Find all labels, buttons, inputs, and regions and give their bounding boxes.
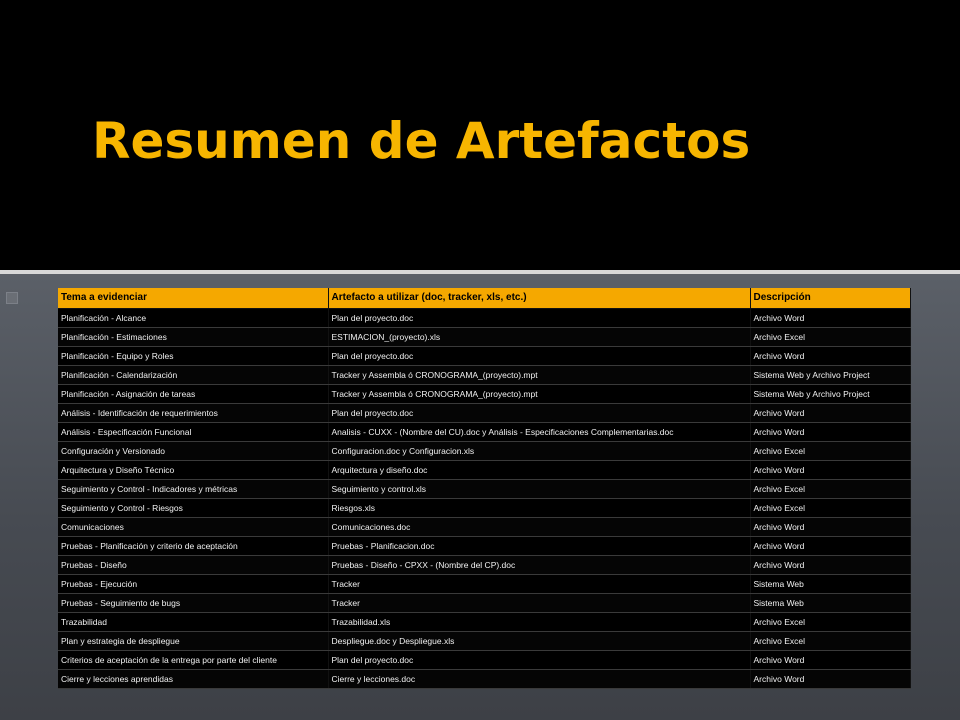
- cell-descripcion: Sistema Web: [750, 574, 910, 593]
- cell-descripcion: Archivo Word: [750, 403, 910, 422]
- cell-tema: Planificación - Asignación de tareas: [58, 384, 328, 403]
- table-row: [58, 593, 910, 612]
- cell-tema: Pruebas - Diseño: [58, 555, 328, 574]
- table-row: [58, 574, 910, 593]
- table-row: [58, 612, 910, 631]
- cell-descripcion: Sistema Web y Archivo Project: [750, 365, 910, 384]
- cell-tema: Planificación - Equipo y Roles: [58, 346, 328, 365]
- table-row: [58, 631, 910, 650]
- table-row: [58, 460, 910, 479]
- cell-artefacto: Cierre y lecciones.doc: [328, 669, 750, 688]
- cell-descripcion: Archivo Excel: [750, 612, 910, 631]
- table-row: [58, 441, 910, 460]
- cell-tema: Trazabilidad: [58, 612, 328, 631]
- title-area: [0, 0, 960, 270]
- table-row: [58, 308, 910, 327]
- table-row: [58, 346, 910, 365]
- table-row: [58, 536, 910, 555]
- cell-descripcion: Archivo Excel: [750, 441, 910, 460]
- cell-descripcion: Archivo Word: [750, 536, 910, 555]
- cell-artefacto: Pruebas - Diseño - CPXX - (Nombre del CP).doc: [328, 555, 750, 574]
- table-row: [58, 479, 910, 498]
- cell-descripcion: Archivo Excel: [750, 631, 910, 650]
- header-descripcion: Descripción: [750, 288, 910, 308]
- cell-descripcion: Archivo Word: [750, 346, 910, 365]
- table-row: [58, 422, 910, 441]
- cell-tema: Planificación - Alcance: [58, 308, 328, 327]
- cell-tema: Configuración y Versionado: [58, 441, 328, 460]
- slide-title: Resumen de Artefactos: [92, 112, 751, 170]
- cell-tema: Arquitectura y Diseño Técnico: [58, 460, 328, 479]
- table-row: [58, 517, 910, 536]
- cell-descripcion: Archivo Word: [750, 650, 910, 669]
- cell-descripcion: Archivo Excel: [750, 327, 910, 346]
- cell-artefacto: Configuracion.doc y Configuracion.xls: [328, 441, 750, 460]
- cell-artefacto: ESTIMACION_(proyecto).xls: [328, 327, 750, 346]
- table-row: [58, 555, 910, 574]
- table-row: [58, 498, 910, 517]
- cell-artefacto: Arquitectura y diseño.doc: [328, 460, 750, 479]
- table-row: [58, 403, 910, 422]
- header-tema: Tema a evidenciar: [58, 288, 328, 308]
- cell-tema: Pruebas - Seguimiento de bugs: [58, 593, 328, 612]
- cell-artefacto: Tracker: [328, 574, 750, 593]
- cell-descripcion: Sistema Web: [750, 593, 910, 612]
- cell-artefacto: Analisis - CUXX - (Nombre del CU).doc y Análisis - Especificaciones Complementarias.doc: [328, 422, 750, 441]
- cell-tema: Seguimiento y Control - Indicadores y métricas: [58, 479, 328, 498]
- cell-tema: Pruebas - Planificación y criterio de aceptación: [58, 536, 328, 555]
- table-row: [58, 365, 910, 384]
- cell-tema: Comunicaciones: [58, 517, 328, 536]
- cell-artefacto: Despliegue.doc y Despliegue.xls: [328, 631, 750, 650]
- cell-descripcion: Archivo Word: [750, 555, 910, 574]
- table-row: [58, 669, 910, 688]
- cell-tema: Plan y estrategia de despliegue: [58, 631, 328, 650]
- cell-descripcion: Archivo Excel: [750, 498, 910, 517]
- cell-artefacto: Plan del proyecto.doc: [328, 650, 750, 669]
- cell-descripcion: Archivo Word: [750, 422, 910, 441]
- cell-tema: Planificación - Calendarización: [58, 365, 328, 384]
- cell-descripcion: Archivo Word: [750, 308, 910, 327]
- artifacts-table: [58, 288, 911, 689]
- cell-descripcion: Archivo Word: [750, 517, 910, 536]
- cell-tema: Planificación - Estimaciones: [58, 327, 328, 346]
- cell-descripcion: Archivo Word: [750, 460, 910, 479]
- cell-tema: Análisis - Especificación Funcional: [58, 422, 328, 441]
- bullet-square-icon: [6, 292, 18, 304]
- cell-artefacto: Comunicaciones.doc: [328, 517, 750, 536]
- table-row: [58, 327, 910, 346]
- cell-descripcion: Sistema Web y Archivo Project: [750, 384, 910, 403]
- cell-artefacto: Plan del proyecto.doc: [328, 403, 750, 422]
- table-row: [58, 384, 910, 403]
- cell-artefacto: Tracker y Assembla ó CRONOGRAMA_(proyecto).mpt: [328, 365, 750, 384]
- table-header-row: [58, 288, 910, 308]
- cell-artefacto: Seguimiento y control.xls: [328, 479, 750, 498]
- cell-tema: Pruebas - Ejecución: [58, 574, 328, 593]
- cell-artefacto: Trazabilidad.xls: [328, 612, 750, 631]
- cell-tema: Análisis - Identificación de requerimientos: [58, 403, 328, 422]
- cell-tema: Cierre y lecciones aprendidas: [58, 669, 328, 688]
- cell-artefacto: Riesgos.xls: [328, 498, 750, 517]
- cell-artefacto: Plan del proyecto.doc: [328, 346, 750, 365]
- cell-artefacto: Tracker y Assembla ó CRONOGRAMA_(proyecto).mpt: [328, 384, 750, 403]
- header-artefacto: Artefacto a utilizar (doc, tracker, xls, etc.): [328, 288, 750, 308]
- cell-tema: Seguimiento y Control - Riesgos: [58, 498, 328, 517]
- cell-artefacto: Plan del proyecto.doc: [328, 308, 750, 327]
- cell-artefacto: Pruebas - Planificacion.doc: [328, 536, 750, 555]
- table-row: [58, 650, 910, 669]
- cell-descripcion: Archivo Word: [750, 669, 910, 688]
- cell-artefacto: Tracker: [328, 593, 750, 612]
- cell-descripcion: Archivo Excel: [750, 479, 910, 498]
- cell-tema: Criterios de aceptación de la entrega por parte del cliente: [58, 650, 328, 669]
